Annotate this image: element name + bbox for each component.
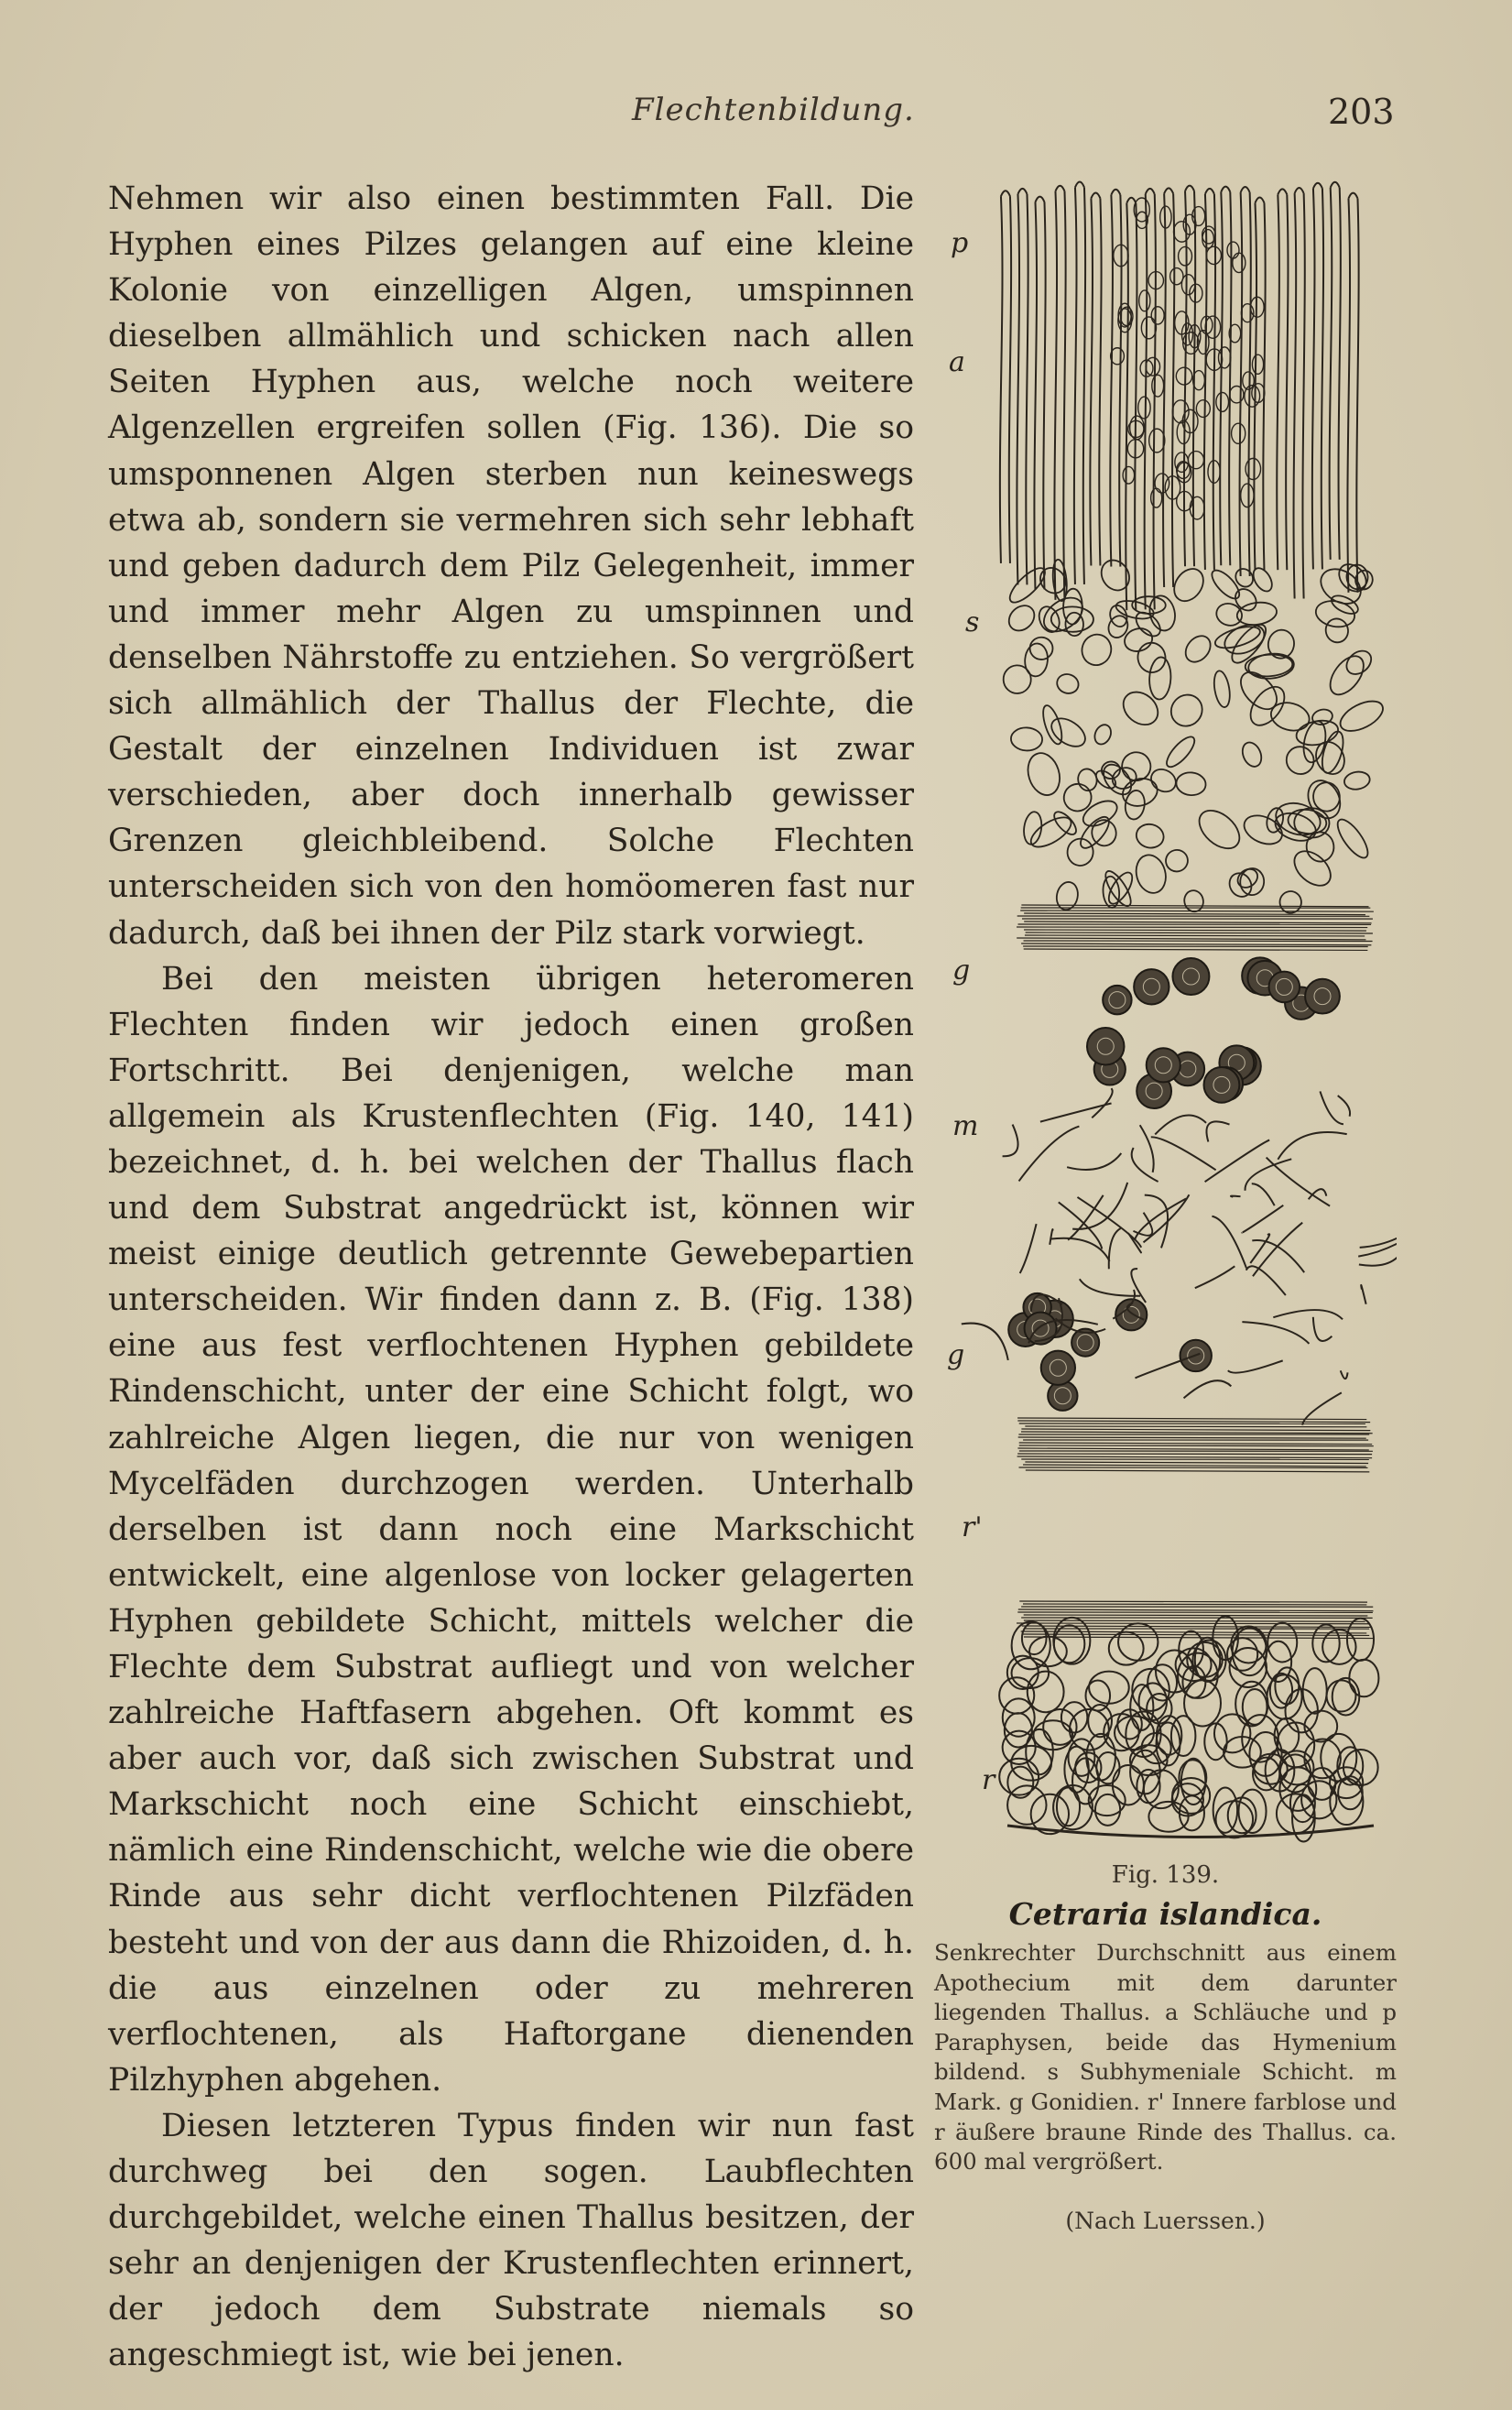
hymenium-layer <box>1000 182 1359 611</box>
label-m: m <box>952 1110 979 1142</box>
page-number: 203 <box>1328 92 1395 132</box>
lichen-section-illustration <box>934 172 1397 1848</box>
cortex-bands <box>1017 905 1374 1639</box>
medulla-hyphae <box>962 1088 1397 1424</box>
figure-credit: (Nach Luerssen.) <box>1065 2208 1266 2234</box>
label-g-upper: g <box>952 954 971 987</box>
inner-cortex-cells <box>999 1616 1378 1841</box>
gonidia-cells <box>1008 957 1340 1411</box>
paragraph-2: Bei den meisten übrigen heteromeren Flechten finden wir jedoch einen großen Fortschritt. Bei denjenigen, welche man allgemein als Krustenflechten (Fig. 140, 141) bezeichnet, d. h. bei welchen der Thallus flach und dem Substrat angedrückt ist, können wir meist einige deutlich getrennte Gewebepartien unterscheiden. Wir finden dann z. B. (Fig. 138) eine aus fest verflochtenen Hyphen gebildete Rindenschicht, unter der eine Schicht folgt, wo zahlreiche Algen liegen, die nur von wenigen Mycelfäden durchzogen werden. Unterhalb derselben ist dann noch eine Markschicht entwickelt, eine algenlose von locker gelagerten Hyphen gebildete Schicht, mittels welcher die Flechte dem Substrat aufliegt und von welcher zahlreiche Haftfasern abgehen. Oft kommt es aber auch vor, daß sich zwischen Substrat und Markschicht noch eine Schicht einschiebt, nämlich eine Rindenschicht, welche wie die obere Rinde aus sehr dicht verflochtenen Pilzfäden besteht und von der aus dann die Rhizoiden, d. h. die aus einzelnen oder zu mehreren verflochtenen, als Haftorgane dienenden Pilzhyphen abgehen. <box>108 960 914 2099</box>
label-s: s <box>965 606 980 638</box>
subhymenial-layer <box>1003 555 1387 915</box>
running-head: Flechtenbildung. <box>632 92 915 128</box>
figure-caption: Senkrechter Durchschnitt aus einem Apothecium mit dem darunter liegenden Thallus. a Schläuche und p Paraphysen, beide das Hymenium bildend. s Subhymeniale Schicht. m Mark. g Gonidien. r' Innere farblose und r äußere braune Rinde des Thallus. ca. 600 mal vergrößert. <box>934 1939 1397 2176</box>
label-p: p <box>951 227 969 259</box>
label-g-lower: g <box>947 1339 965 1371</box>
label-r: r <box>982 1764 995 1796</box>
paragraph-3: Diesen letzteren Typus finden wir nun fast durchweg bei den sogen. Laubflechten durchgebildet, welche einen Thallus besitzen, der sehr an denjenigen der Krustenflechten erinnert, der jedoch dem Substrate niemals so angeschmiegt ist, wie bei jenen. <box>108 2107 914 2374</box>
body-text-column <box>108 176 914 2379</box>
label-r-prime: r' <box>962 1511 983 1543</box>
label-a: a <box>949 346 965 378</box>
figure-number: Fig. 139. <box>1111 1861 1220 1889</box>
paragraph-1: Nehmen wir also einen bestimmten Fall. Die Hyphen eines Pilzes gelangen auf eine kleine Kolonie von einzelligen Algen, umspinnen dieselben allmählich und schicken nach allen Seiten Hyphen aus, welche noch weitere Algenzellen ergreifen sollen (Fig. 136). Die so umsponnenen Algen sterben nun keineswegs etwa ab, sondern sie vermehren sich sehr lebhaft und geben dadurch dem Pilz Gelegenheit, immer und immer mehr Algen zu umspinnen und denselben Nährstoffe zu entziehen. So vergrößert sich allmählich der Thallus der Flechte, die Gestalt der einzelnen Individuen ist zwar verschieden, aber doch innerhalb gewisser Grenzen gleichbleibend. Solche Flechten unterscheiden sich von den homöomeren fast nur dadurch, daß bei ihnen der Pilz stark vorwiegt. <box>108 180 914 952</box>
figure-title: Cetraria islandica. <box>1008 1896 1322 1932</box>
